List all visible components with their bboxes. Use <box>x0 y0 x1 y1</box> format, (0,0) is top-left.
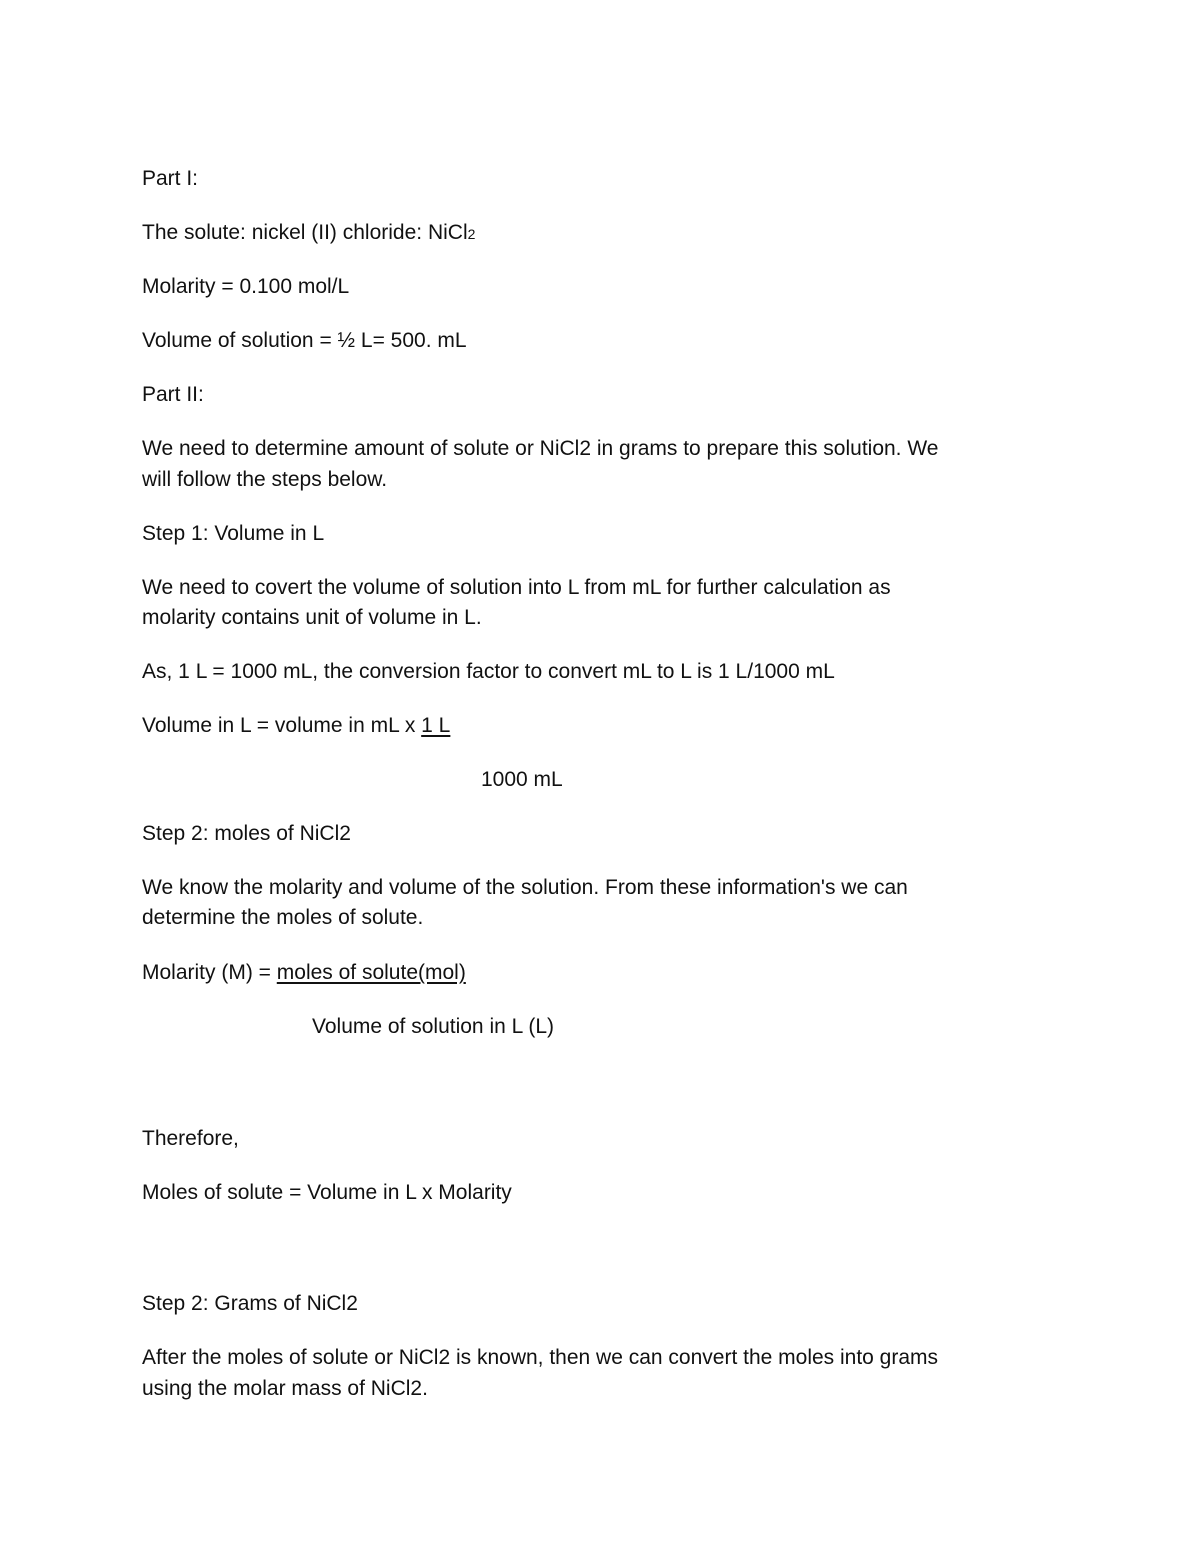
step1-line-2: molarity contains unit of volume in L. <box>142 606 482 629</box>
step3-line-1: After the moles of solute or NiCl2 is known, then we can convert the moles into grams <box>142 1346 939 1369</box>
part2-heading: Part II: <box>142 383 204 406</box>
moles-formula: Moles of solute = Volume in L x Molarity <box>142 1181 512 1204</box>
step3-line-2: using the molar mass of NiCl2. <box>142 1377 428 1400</box>
volume-formula-numerator: 1 L <box>421 714 451 737</box>
molarity-formula-denominator: Volume of solution in L (L) <box>312 1015 555 1038</box>
intro-line-1: We need to determine amount of solute or NiCl2 in grams to prepare this solution. We <box>142 437 939 460</box>
volume-formula <box>142 711 450 741</box>
therefore-line: Therefore, <box>142 1127 239 1150</box>
step2-line-2: determine the moles of solute. <box>142 906 424 929</box>
step1-line-1: We need to covert the volume of solution into L from mL for further calculation as <box>142 576 891 599</box>
step1-heading: Step 1: Volume in L <box>142 522 325 545</box>
intro-line-2: will follow the steps below. <box>142 468 388 491</box>
volume-line: Volume of solution = ½ L= 500. mL <box>142 329 467 352</box>
volume-formula-text: Volume in L = volume in mL x <box>142 714 422 737</box>
molarity-line: Molarity = 0.100 mol/L <box>142 275 350 298</box>
molarity-formula <box>142 958 466 988</box>
volume-formula-denominator: 1000 mL <box>481 768 563 791</box>
solute-line <box>142 218 475 249</box>
conversion-line: As, 1 L = 1000 mL, the conversion factor to convert mL to L is 1 L/1000 mL <box>142 660 835 683</box>
solute-text: The solute: nickel (II) chloride: NiCl <box>142 221 468 244</box>
step2-heading: Step 2: moles of NiCl2 <box>142 822 351 845</box>
part1-heading: Part I: <box>142 167 199 190</box>
step3-heading: Step 2: Grams of NiCl2 <box>142 1292 358 1315</box>
solute-subscript: 2 <box>467 226 476 242</box>
molarity-formula-text: Molarity (M) = <box>142 961 277 984</box>
molarity-formula-numerator: moles of solute(mol) <box>276 961 466 984</box>
step2-line-1: We know the molarity and volume of the solution. From these information's we can <box>142 876 908 899</box>
